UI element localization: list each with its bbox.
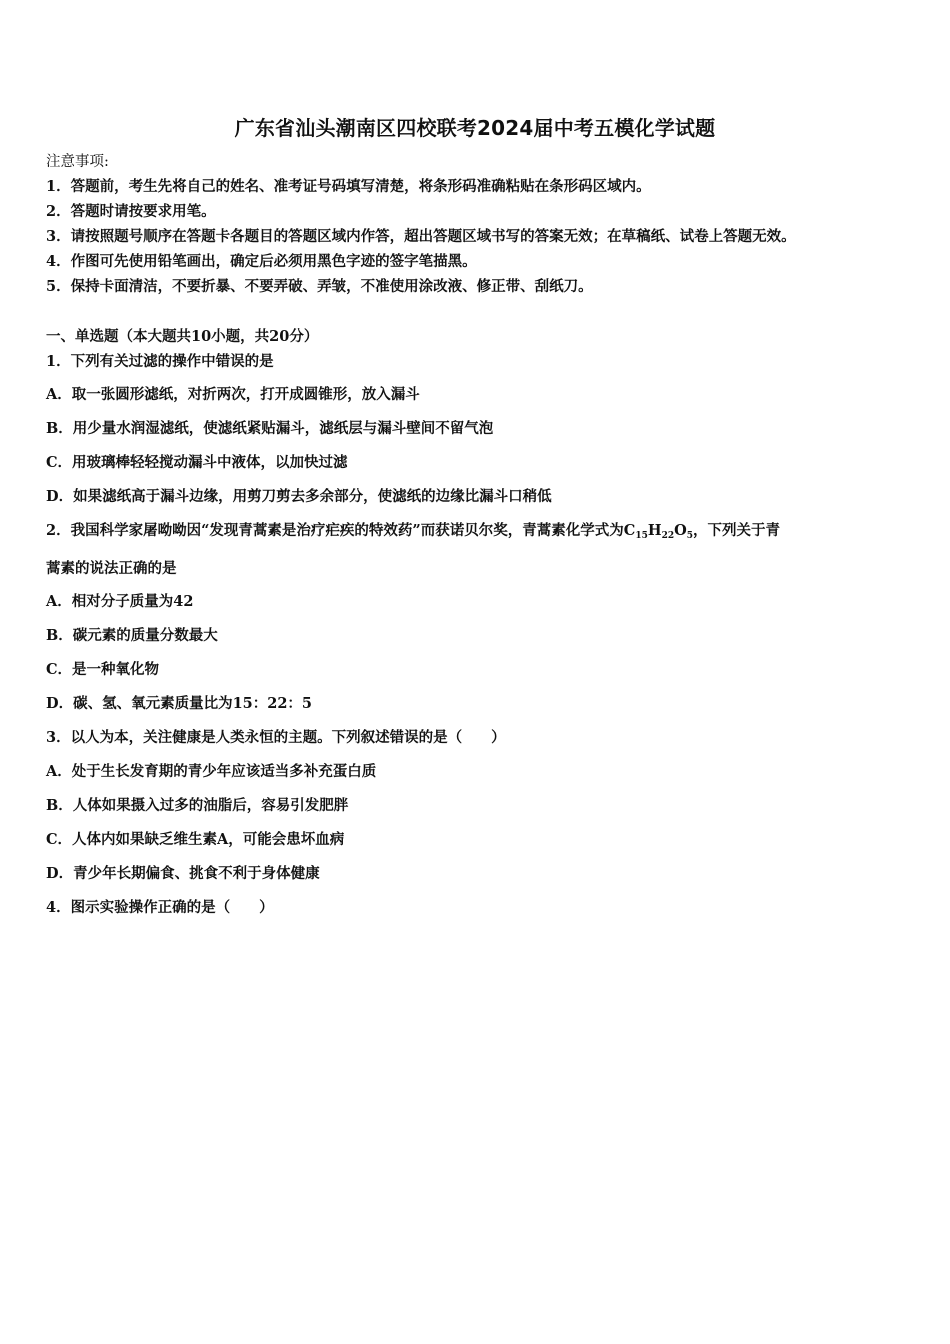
document-title: 广东省汕头潮南区四校联考2024届中考五模化学试题 [234, 116, 716, 140]
question-2-option-c: C．是一种氧化物 [46, 661, 160, 678]
notice-item-5: 5．保持卡面清洁，不要折暴、不要弄破、弄皱，不准使用涂改液、修正带、刮纸刀。 [46, 278, 593, 295]
question-2-stem-tail: ，下列关于青 [693, 522, 780, 539]
formula-hydrogen: H [647, 522, 662, 539]
question-1-stem: 1．下列有关过滤的操作中错误的是 [46, 353, 274, 370]
question-3-option-b: B．人体如果摄入过多的油脂后，容易引发肥胖 [46, 797, 349, 814]
question-3-option-a: A．处于生长发育期的青少年应该适当多补充蛋白质 [46, 763, 377, 780]
formula-oxygen: O [674, 522, 687, 539]
section-heading: 一、单选题（本大题共10小题，共20分） [46, 328, 319, 345]
formula-carbon: C [623, 522, 636, 539]
question-1-option-b: B．用少量水润湿滤纸，使滤纸紧贴漏斗，滤纸层与漏斗壁间不留气泡 [46, 420, 494, 437]
question-2-option-b: B．碳元素的质量分数最大 [46, 627, 218, 644]
formula-hydrogen-subscript: 22 [661, 531, 675, 541]
notice-item-4: 4．作图可先使用铅笔画出，确定后必须用黑色字迹的签字笔描黑。 [46, 253, 477, 270]
question-1-option-c: C．用玻璃棒轻轻搅动漏斗中液体，以加快过滤 [46, 454, 348, 471]
question-3-option-d: D．青少年长期偏食、挑食不利于身体健康 [46, 865, 320, 882]
question-4-stem: 4．图示实验操作正确的是（ ） [46, 899, 274, 916]
notice-item-3: 3．请按照题号顺序在答题卡各题目的答题区域内作答，超出答题区域书写的答案无效；在草稿纸、试卷上答题无效。 [46, 228, 796, 245]
question-2-option-a: A．相对分子质量为42 [46, 593, 194, 610]
formula-oxygen-subscript: 5 [686, 531, 693, 541]
question-2-stem-line-1 [46, 521, 780, 546]
question-2-option-d: D．碳、氢、氧元素质量比为15：22：5 [46, 695, 313, 712]
question-2-stem-text: 2．我国科学家屠呦呦因“发现青蒿素是治疗疟疾的特效药”而获诺贝尔奖，青蒿素化学式为 [46, 522, 624, 539]
question-2-stem-line-2: 蒿素的说法正确的是 [46, 560, 177, 577]
question-3-option-c: C．人体内如果缺乏维生素A，可能会患坏血病 [46, 831, 345, 848]
question-3-stem: 3．以人为本，关注健康是人类永恒的主题。下列叙述错误的是（ ） [46, 729, 506, 746]
notice-heading: 注意事项: [46, 154, 109, 170]
notice-item-2: 2．答题时请按要求用笔。 [46, 203, 216, 220]
question-1-option-d: D．如果滤纸高于漏斗边缘，用剪刀剪去多余部分，使滤纸的边缘比漏斗口稍低 [46, 488, 552, 505]
formula-carbon-subscript: 15 [635, 531, 648, 541]
notice-item-1: 1．答题前，考生先将自己的姓名、准考证号码填写清楚，将条形码准确粘贴在条形码区域内。 [46, 178, 651, 195]
question-1-option-a: A．取一张圆形滤纸，对折两次，打开成圆锥形，放入漏斗 [46, 386, 420, 403]
